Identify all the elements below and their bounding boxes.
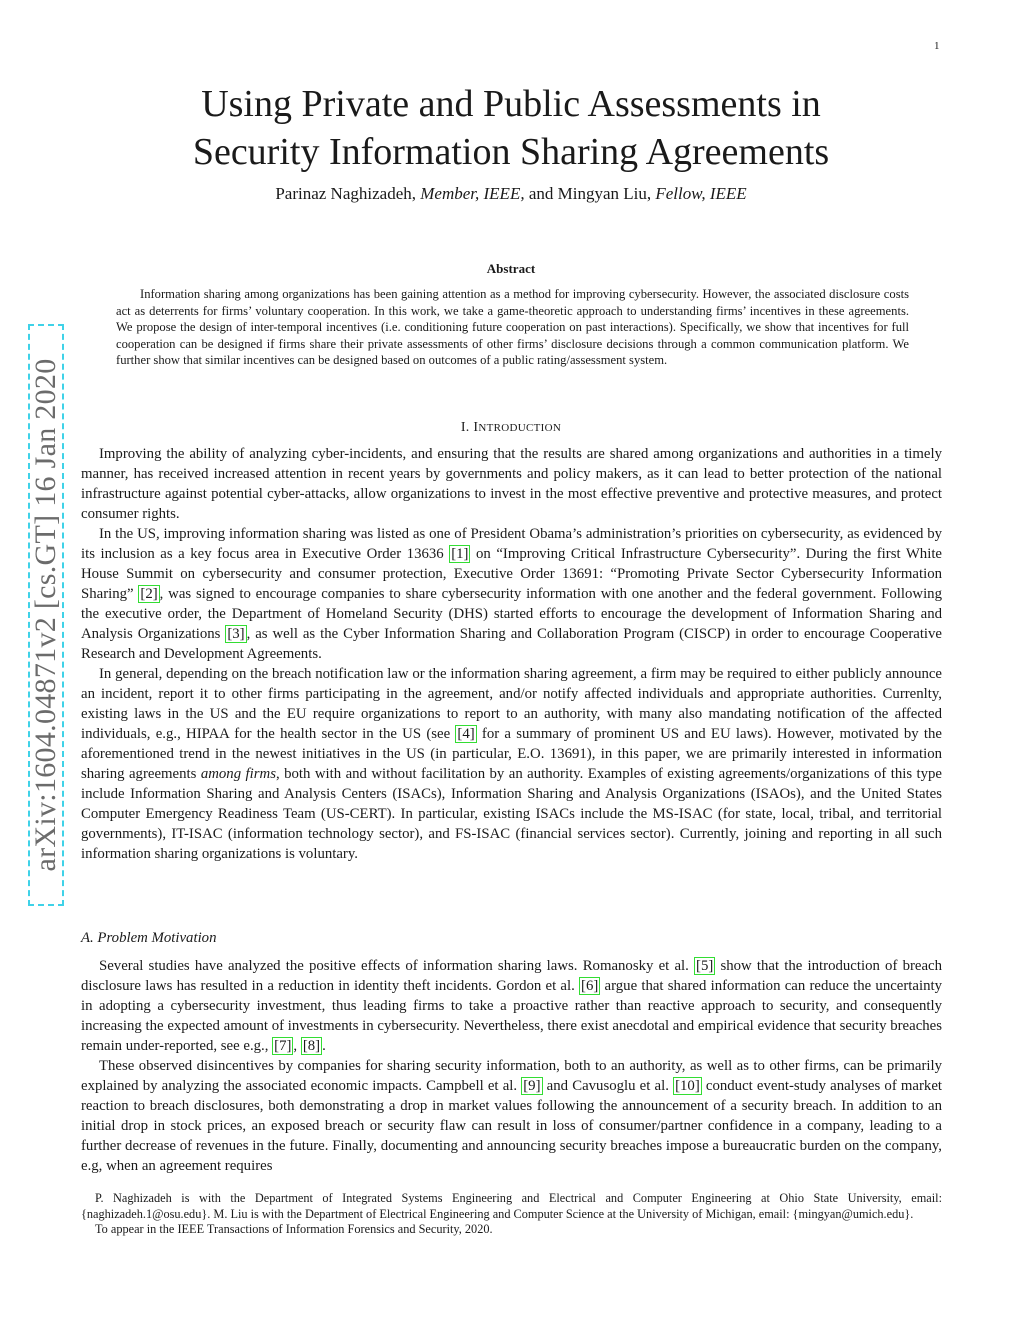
intro-paragraph: Improving the ability of analyzing cyber-incidents, and ensuring that the results are shared among organizations and authorities in a timely manner, has received increased attention in recent years by governments and policy makers, as it can lead to better protection of the national infrastructure against potential cyber-attacks, allow organizations to invest in the most effective preventive and protective measures, and protect consumer rights. bbox=[81, 446, 942, 522]
text-run: argue that shared information can reduce the uncertainty in adopting a cybersecurity investment, thus leading firms to take a proactive rather than reactive approach to security, and consequently increasing the expected amount of investments in cybersecurity. Nevertheless, there exist anecdotal and empirical evidence that security breaches remain under-reported, see e.g., bbox=[81, 978, 942, 1054]
footnotes bbox=[81, 1191, 942, 1238]
intro-paragraph bbox=[81, 524, 942, 664]
paper-title bbox=[80, 80, 942, 176]
citation-link[interactable]: [3] bbox=[227, 626, 245, 642]
title-line-1: Using Private and Public Assessments in bbox=[201, 83, 821, 125]
title-line-2: Security Information Sharing Agreements bbox=[192, 131, 830, 173]
page-number: 1 bbox=[934, 40, 940, 52]
text-run: conduct event-study analyses of market reaction to breach disclosures, both demonstrating a drop in market values following the announcement of a security breach. In addition to an initial drop in stock prices, an exposed breach or security flaw can result in loss of consumer/partner confidence in a company, leading to a further decrease of revenues in the future. Finally, documenting and announcing security breaches impose a bureaucratic burden on the company, e.g, when an agreement requires bbox=[81, 1078, 943, 1174]
author-conjunction: and bbox=[528, 184, 554, 203]
citation-link[interactable]: [6] bbox=[581, 978, 599, 994]
citation-link[interactable]: [5] bbox=[696, 958, 714, 974]
motivation-body bbox=[81, 956, 942, 1176]
section-heading bbox=[80, 420, 942, 436]
text-run: In general, depending on the breach notification law or the information sharing agreement, a firm may be required to either publicly announce an incident, report it to other firms participating in the agreement, and/or notify affected individuals and appropriate authorities. Currenlty, existing laws in the US and the EU require organizations to report to an authority, with many also mandating notification of the affected individuals, e.g., HIPAA for the health sector in the US (see bbox=[81, 666, 942, 742]
motivation-paragraph bbox=[81, 956, 942, 1056]
text-run: Several studies have analyzed the positive effects of information sharing laws. Romanosky et al. bbox=[99, 958, 695, 974]
motivation-paragraph bbox=[81, 1056, 942, 1176]
text-run: , was signed to encourage companies to share cybersecurity information with one another and the federal government. Following the executive order, the Department of Homeland Security (DHS) started efforts to encourage the development of Information Sharing and Analysis Organizations bbox=[81, 586, 942, 642]
citation-link[interactable]: [8] bbox=[302, 1038, 321, 1054]
citation-link[interactable]: [2] bbox=[140, 586, 158, 602]
abstract-heading: Abstract bbox=[486, 261, 536, 276]
author-name: Parinaz Naghizadeh, bbox=[275, 184, 416, 203]
citation-link[interactable]: [1] bbox=[451, 546, 469, 562]
text-run: In the US, improving information sharing was listed as one of President Obama’s administration’s priorities on cybersecurity, as evidenced by its inclusion as a key focus area in Executive Order 13636 bbox=[81, 526, 942, 562]
text-run: show that the introduction of breach disclosure laws has resulted in a reduction in identity theft incidents. Gordon et al. bbox=[81, 958, 942, 994]
citation-link[interactable]: [4] bbox=[457, 726, 475, 742]
citation-link[interactable]: [10] bbox=[675, 1078, 700, 1094]
text-run: These observed disincentives by companies for sharing security information, both to an authority, as well as to other firms, can be primarily explained by analyzing the associated economic impacts. Campbell et al. bbox=[81, 1058, 942, 1094]
text-run: , both with and without facilitation by an authority. Examples of existing agreements/organizations of this type include Information Sharing and Analysis Centers (ISACs), Information Sharing and Analysis Organizations (ISAOs), and the United States Computer Emergency Readiness Team (US-CERT). In particular, existing ISACs include the MS-ISAC (for state, local, tribal, and territorial governments), IT-ISAC (information technology sector), and FS-ISAC (financial services sector). Currently, joining and reporting in all such information sharing organizations is voluntary. bbox=[81, 766, 942, 862]
text-run: , as well as the Cyber Information Sharing and Collaboration Program (CISCP) in order to encourage Cooperative Research and Development Agreements. bbox=[81, 626, 943, 662]
author-list bbox=[80, 184, 942, 204]
author-affiliation: Fellow, IEEE bbox=[655, 184, 747, 203]
citation-link[interactable]: [9] bbox=[523, 1078, 541, 1094]
intro-paragraph bbox=[81, 664, 942, 864]
introduction-body bbox=[81, 444, 942, 864]
section-number: I. bbox=[460, 420, 470, 435]
subsection-heading: A. Problem Motivation bbox=[81, 930, 217, 946]
text-run: for a summary of prominent US and EU laws). However, motivated by the aforementioned trend in the newest initiatives in the US (in particular, E.O. 13691), in this paper, we are primarily interested in information sharing agreements bbox=[81, 726, 942, 782]
text-run: on “Improving Critical Infrastructure Cybersecurity”. During the first White House Summit on cybersecurity and consumer protection, Executive Order 13691: “Promoting Private Sector Cybersecurity Information Sharing” bbox=[81, 546, 942, 602]
footnote-publication: To appear in the IEEE Transactions of Information Forensics and Security, 2020. bbox=[95, 1222, 493, 1236]
citation-link[interactable]: [7] bbox=[274, 1038, 292, 1054]
author-affiliation: Member, IEEE, bbox=[420, 184, 525, 203]
abstract-text: Information sharing among organizations has been gaining attention as a method for improving cybersecurity. However, the associated disclosure costs act as deterrents for firms’ voluntary cooperation. In this work, we take a game-theoretic approach to understanding firms’ incentives in these agreements. We propose the design of inter-temporal incentives (i.e. conditioning future cooperation on past interactions). Specifically, we show that incentives for full cooperation can be designed if firms share their private assessments of other firms’ disclosure decisions through a common communication platform. We further show that similar incentives can be designed based on outcomes of a public rating/assessment system. bbox=[116, 287, 909, 367]
author-name: Mingyan Liu, bbox=[557, 184, 652, 203]
section-title-initial: I bbox=[473, 420, 479, 435]
arxiv-identifier: arXiv:1604.04871v2 [cs.GT] 16 Jan 2020 bbox=[29, 358, 62, 872]
text-run: , bbox=[293, 1038, 301, 1054]
emphasis-text: among firms bbox=[200, 766, 276, 782]
footnote-affiliations: P. Naghizadeh is with the Department of Integrated Systems Engineering and Electrical and Computer Engineering at Ohio State University, email: {naghizadeh.1@osu.edu}. M. Liu is with the Department of Electrical Engineering and Computer Science at the University of Michigan, email: {mingyan@umich.edu}. bbox=[81, 1191, 942, 1221]
arxiv-stamp[interactable] bbox=[28, 324, 64, 906]
text-run: . bbox=[322, 1038, 326, 1054]
section-title-rest: NTRODUCTION bbox=[478, 422, 562, 434]
text-run: and Cavusoglu et al. bbox=[542, 1078, 674, 1094]
